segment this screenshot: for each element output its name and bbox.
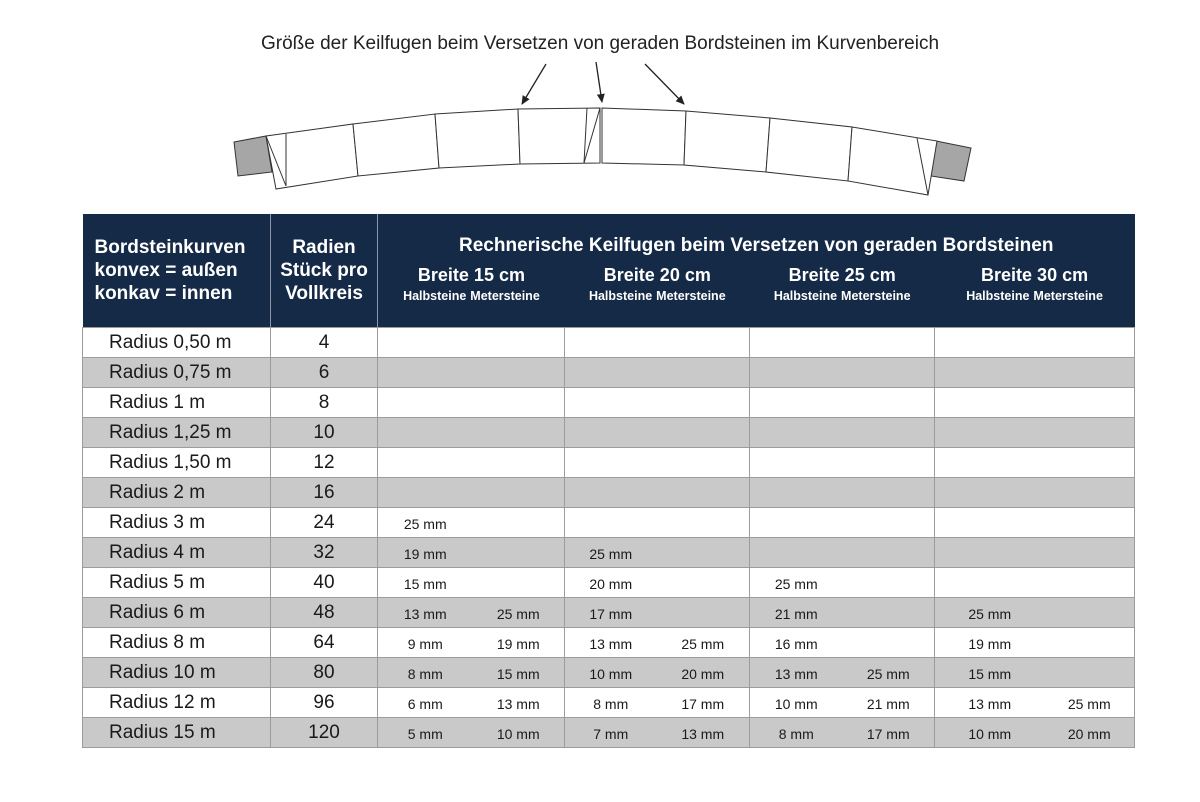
curb-stone xyxy=(848,127,937,195)
value-half-stone: 8 mm xyxy=(593,696,629,712)
value-meter-stone: 13 mm xyxy=(496,696,540,712)
value-meter-stone: 25 mm xyxy=(681,636,725,652)
cell-width-group xyxy=(935,688,1135,718)
header-wedge-joints xyxy=(378,214,1135,328)
cell-pieces: 16 xyxy=(271,478,378,508)
value-meter-stone xyxy=(472,401,564,404)
curb-stone xyxy=(518,108,600,164)
value-half-stone xyxy=(935,341,1044,344)
table-row xyxy=(83,478,1135,508)
value-meter-stone: 17 mm xyxy=(866,726,910,742)
cell-radius: Radius 3 m xyxy=(83,508,271,538)
sub-label-meter: Metersteine xyxy=(656,289,726,303)
cell-width-group xyxy=(935,448,1135,478)
cell-width-group xyxy=(378,388,565,418)
cell-pieces: 10 xyxy=(271,418,378,448)
value-meter-stone xyxy=(1044,551,1134,554)
cell-pieces: 48 xyxy=(271,598,378,628)
value-meter-stone xyxy=(472,543,564,562)
value-half-stone xyxy=(935,491,1044,494)
sub-label-half: Halbsteine xyxy=(403,289,467,303)
value-meter-stone xyxy=(472,461,564,464)
value-meter-stone xyxy=(843,461,935,464)
value-meter-stone xyxy=(657,341,750,344)
sub-label-meter: Metersteine xyxy=(841,289,911,303)
cell-pieces: 96 xyxy=(271,688,378,718)
table-row xyxy=(83,508,1135,538)
cell-width-group xyxy=(935,388,1135,418)
table-row xyxy=(83,328,1135,358)
value-half-stone xyxy=(750,401,843,404)
cell-width-group xyxy=(565,388,750,418)
arrow-left xyxy=(522,64,546,104)
cell-width-group xyxy=(565,418,750,448)
value-half-stone xyxy=(935,581,1044,584)
cell-radius: Radius 0,75 m xyxy=(83,358,271,388)
value-half-stone: 20 mm xyxy=(589,576,633,592)
arrow-middle xyxy=(596,62,602,102)
value-meter-stone: 25 mm xyxy=(496,606,540,622)
value-half-stone xyxy=(565,431,657,434)
cell-width-group xyxy=(750,388,935,418)
value-meter-stone xyxy=(472,573,564,592)
cell-width-group xyxy=(565,718,750,748)
curb-curve-diagram xyxy=(0,55,1200,200)
value-half-stone: 25 mm xyxy=(403,516,447,532)
value-meter-stone: 19 mm xyxy=(496,636,540,652)
curb-stone xyxy=(266,124,358,189)
value-meter-stone xyxy=(843,521,935,524)
curb-stone xyxy=(602,108,686,165)
cell-radius: Radius 1,50 m xyxy=(83,448,271,478)
value-meter-stone: 21 mm xyxy=(866,696,910,712)
header-radii-count xyxy=(271,214,378,328)
table-row xyxy=(83,718,1135,748)
value-half-stone: 13 mm xyxy=(774,666,818,682)
value-meter-stone xyxy=(1044,401,1134,404)
value-half-stone: 13 mm xyxy=(403,606,447,622)
value-meter-stone xyxy=(657,431,750,434)
value-half-stone xyxy=(750,461,843,464)
header-main-title: Rechnerische Keilfugen beim Versetzen von geraden Bordsteinen xyxy=(459,235,1054,256)
table-row xyxy=(83,628,1135,658)
value-half-stone: 6 mm xyxy=(407,696,443,712)
end-block-right xyxy=(931,141,971,181)
cell-width-group xyxy=(565,628,750,658)
width-headers xyxy=(378,265,1135,303)
value-half-stone xyxy=(750,431,843,434)
value-half-stone: 8 mm xyxy=(407,666,443,682)
cell-width-group xyxy=(750,508,935,538)
curb-stone xyxy=(353,114,439,176)
value-meter-stone xyxy=(843,573,935,592)
value-half-stone: 21 mm xyxy=(774,606,818,622)
header-curb-type-line: konvex = außen xyxy=(94,260,238,281)
value-half-stone xyxy=(750,551,843,554)
value-meter-stone xyxy=(1044,521,1134,524)
table-row xyxy=(83,358,1135,388)
value-half-stone xyxy=(565,401,657,404)
value-meter-stone: 10 mm xyxy=(496,726,540,742)
table-row xyxy=(83,658,1135,688)
cell-radius: Radius 5 m xyxy=(83,568,271,598)
value-half-stone xyxy=(378,341,472,344)
cell-width-group xyxy=(750,568,935,598)
value-meter-stone: 15 mm xyxy=(496,666,540,682)
value-half-stone: 13 mm xyxy=(968,696,1012,712)
cell-width-group xyxy=(750,688,935,718)
cell-radius: Radius 2 m xyxy=(83,478,271,508)
value-half-stone: 13 mm xyxy=(589,636,633,652)
table-row xyxy=(83,448,1135,478)
value-half-stone: 19 mm xyxy=(968,636,1012,652)
value-half-stone xyxy=(750,521,843,524)
cell-width-group xyxy=(378,328,565,358)
end-block-left xyxy=(234,136,272,176)
width-label: Breite 30 cm xyxy=(981,265,1089,285)
cell-width-group xyxy=(565,658,750,688)
cell-width-group xyxy=(565,358,750,388)
cell-pieces: 6 xyxy=(271,358,378,388)
cell-width-group xyxy=(378,598,565,628)
header-radii-line: Radien xyxy=(292,237,356,258)
cell-width-group xyxy=(750,328,935,358)
value-meter-stone xyxy=(657,521,750,524)
table-row xyxy=(83,418,1135,448)
value-meter-stone: 13 mm xyxy=(681,726,725,742)
value-meter-stone xyxy=(657,491,750,494)
value-meter-stone xyxy=(472,491,564,494)
cell-width-group xyxy=(378,538,565,568)
cell-width-group xyxy=(378,508,565,538)
value-half-stone xyxy=(935,431,1044,434)
cell-width-group xyxy=(378,718,565,748)
cell-width-group xyxy=(565,598,750,628)
value-meter-stone xyxy=(843,431,935,434)
cell-pieces: 4 xyxy=(271,328,378,358)
cell-width-group xyxy=(935,418,1135,448)
value-half-stone xyxy=(935,521,1044,524)
cell-radius: Radius 12 m xyxy=(83,688,271,718)
value-half-stone xyxy=(750,341,843,344)
value-meter-stone xyxy=(1044,341,1134,344)
cell-pieces: 24 xyxy=(271,508,378,538)
value-half-stone xyxy=(565,371,657,374)
curb-stone xyxy=(766,118,852,181)
cell-width-group xyxy=(378,478,565,508)
value-half-stone: 17 mm xyxy=(589,606,633,622)
sub-label-half: Halbsteine xyxy=(966,289,1030,303)
wedge-joint-table xyxy=(82,214,1135,748)
cell-width-group xyxy=(750,478,935,508)
value-half-stone: 10 mm xyxy=(589,666,633,682)
cell-radius: Radius 15 m xyxy=(83,718,271,748)
value-half-stone: 15 mm xyxy=(403,576,447,592)
value-half-stone: 10 mm xyxy=(774,696,818,712)
cell-radius: Radius 8 m xyxy=(83,628,271,658)
value-meter-stone xyxy=(1044,431,1134,434)
value-meter-stone xyxy=(843,551,935,554)
value-half-stone xyxy=(935,371,1044,374)
width-label: Breite 25 cm xyxy=(788,265,896,285)
value-meter-stone xyxy=(1044,663,1134,682)
value-meter-stone: 17 mm xyxy=(681,696,725,712)
diagram-title: Größe der Keilfugen beim Versetzen von geraden Bordsteinen im Kurvenbereich xyxy=(260,33,940,54)
value-half-stone xyxy=(750,371,843,374)
value-meter-stone xyxy=(657,603,750,622)
cell-width-group xyxy=(935,598,1135,628)
value-half-stone: 19 mm xyxy=(403,546,447,562)
width-header-25 xyxy=(750,265,935,303)
value-meter-stone: 20 mm xyxy=(681,666,725,682)
width-header-30 xyxy=(935,265,1135,303)
value-half-stone: 7 mm xyxy=(593,726,629,742)
value-half-stone: 8 mm xyxy=(778,726,814,742)
cell-pieces: 12 xyxy=(271,448,378,478)
cell-width-group xyxy=(565,448,750,478)
width-header-15 xyxy=(378,265,565,303)
value-meter-stone xyxy=(843,633,935,652)
value-meter-stone xyxy=(657,401,750,404)
sub-label-half: Halbsteine xyxy=(588,289,653,303)
value-meter-stone xyxy=(1044,371,1134,374)
cell-width-group xyxy=(378,688,565,718)
value-half-stone xyxy=(565,491,657,494)
cell-width-group xyxy=(378,448,565,478)
cell-radius: Radius 6 m xyxy=(83,598,271,628)
value-half-stone xyxy=(935,401,1044,404)
value-meter-stone xyxy=(657,543,750,562)
value-meter-stone: 20 mm xyxy=(1067,726,1111,742)
value-meter-stone: 25 mm xyxy=(866,666,910,682)
cell-pieces: 64 xyxy=(271,628,378,658)
header-curb-type-line: konkav = innen xyxy=(94,283,233,304)
cell-pieces: 8 xyxy=(271,388,378,418)
value-meter-stone xyxy=(843,603,935,622)
value-meter-stone xyxy=(657,371,750,374)
value-meter-stone xyxy=(472,341,564,344)
sub-label-meter: Metersteine xyxy=(1033,289,1103,303)
value-half-stone xyxy=(935,551,1044,554)
width-header-20 xyxy=(565,265,750,303)
cell-width-group xyxy=(750,598,935,628)
cell-radius: Radius 4 m xyxy=(83,538,271,568)
value-half-stone xyxy=(378,431,472,434)
value-half-stone xyxy=(935,461,1044,464)
header-radii-line: Vollkreis xyxy=(285,283,363,304)
value-half-stone xyxy=(565,341,657,344)
cell-width-group xyxy=(565,508,750,538)
cell-pieces: 32 xyxy=(271,538,378,568)
value-meter-stone xyxy=(843,401,935,404)
value-half-stone: 5 mm xyxy=(407,726,443,742)
cell-pieces: 120 xyxy=(271,718,378,748)
value-meter-stone xyxy=(1044,461,1134,464)
table-row xyxy=(83,388,1135,418)
cell-width-group xyxy=(378,568,565,598)
curb-stone xyxy=(684,111,770,172)
value-half-stone xyxy=(750,491,843,494)
cell-width-group xyxy=(565,688,750,718)
value-half-stone xyxy=(378,461,472,464)
cell-radius: Radius 1 m xyxy=(83,388,271,418)
value-meter-stone xyxy=(843,371,935,374)
value-half-stone: 15 mm xyxy=(968,666,1012,682)
value-meter-stone xyxy=(472,513,564,532)
cell-width-group xyxy=(750,718,935,748)
value-meter-stone: 25 mm xyxy=(1067,696,1111,712)
value-half-stone: 25 mm xyxy=(968,606,1012,622)
header-radii-line: Stück pro xyxy=(280,260,368,281)
cell-pieces: 40 xyxy=(271,568,378,598)
table-row xyxy=(83,688,1135,718)
value-meter-stone xyxy=(1044,633,1134,652)
value-half-stone xyxy=(378,401,472,404)
cell-width-group xyxy=(750,358,935,388)
cell-width-group xyxy=(750,418,935,448)
value-meter-stone xyxy=(843,341,935,344)
cell-width-group xyxy=(935,628,1135,658)
value-half-stone: 25 mm xyxy=(774,576,818,592)
table-row xyxy=(83,538,1135,568)
cell-width-group xyxy=(565,538,750,568)
value-meter-stone xyxy=(657,573,750,592)
value-half-stone: 25 mm xyxy=(589,546,633,562)
cell-width-group xyxy=(935,478,1135,508)
cell-width-group xyxy=(378,658,565,688)
value-half-stone xyxy=(565,461,657,464)
cell-width-group xyxy=(935,568,1135,598)
cell-width-group xyxy=(750,628,935,658)
cell-width-group xyxy=(935,718,1135,748)
value-meter-stone xyxy=(657,461,750,464)
cell-width-group xyxy=(935,538,1135,568)
cell-width-group xyxy=(378,418,565,448)
cell-width-group xyxy=(565,568,750,598)
cell-width-group xyxy=(378,628,565,658)
value-half-stone: 16 mm xyxy=(774,636,818,652)
cell-width-group xyxy=(935,658,1135,688)
cell-radius: Radius 1,25 m xyxy=(83,418,271,448)
table-row xyxy=(83,568,1135,598)
cell-pieces: 80 xyxy=(271,658,378,688)
value-half-stone xyxy=(378,371,472,374)
value-meter-stone xyxy=(1044,603,1134,622)
arrow-right xyxy=(645,64,684,104)
cell-width-group xyxy=(750,538,935,568)
width-label: Breite 20 cm xyxy=(603,265,711,285)
header-curb-type-line: Bordsteinkurven xyxy=(94,237,246,258)
table-row xyxy=(83,598,1135,628)
header-curb-type xyxy=(83,214,271,328)
cell-width-group xyxy=(750,448,935,478)
width-label: Breite 15 cm xyxy=(417,265,525,285)
cell-radius: Radius 0,50 m xyxy=(83,328,271,358)
value-meter-stone xyxy=(1044,581,1134,584)
curb-stone xyxy=(435,109,520,168)
value-half-stone: 10 mm xyxy=(968,726,1012,742)
cell-width-group xyxy=(935,508,1135,538)
cell-width-group xyxy=(935,328,1135,358)
value-meter-stone xyxy=(843,491,935,494)
sub-label-half: Halbsteine xyxy=(773,289,838,303)
value-half-stone xyxy=(565,521,657,524)
value-meter-stone xyxy=(1044,491,1134,494)
cell-width-group xyxy=(565,328,750,358)
value-half-stone xyxy=(378,491,472,494)
value-meter-stone xyxy=(472,371,564,374)
value-meter-stone xyxy=(472,431,564,434)
cell-width-group xyxy=(565,478,750,508)
sub-label-meter: Metersteine xyxy=(470,289,540,303)
table-body xyxy=(83,328,1135,748)
value-half-stone: 9 mm xyxy=(407,636,443,652)
cell-radius: Radius 10 m xyxy=(83,658,271,688)
cell-width-group xyxy=(935,358,1135,388)
cell-width-group xyxy=(750,658,935,688)
cell-width-group xyxy=(378,358,565,388)
